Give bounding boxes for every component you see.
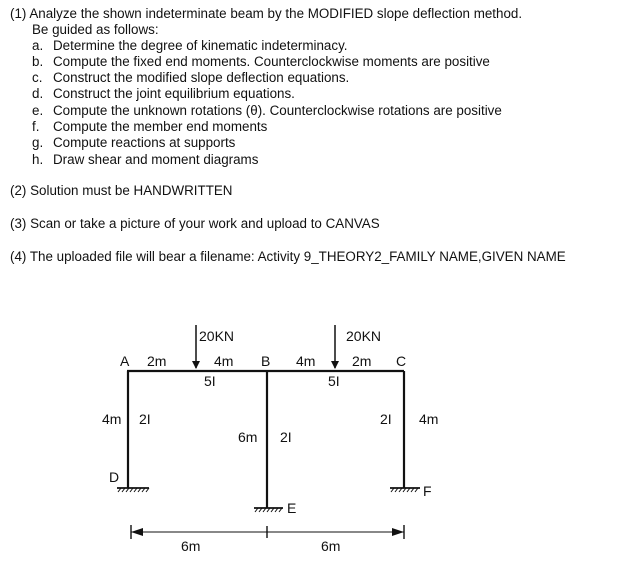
instruction-4: (4) The uploaded file will bear a filename: Activity 9_THEORY2_FAMILY NAME,GIVEN NAME [10, 249, 566, 264]
step-marker: d. [32, 86, 44, 101]
joint-a-label: A [120, 353, 130, 369]
step-marker: a. [32, 38, 44, 53]
step-text: Determine the degree of kinematic indeterminacy. [53, 38, 348, 53]
seg-load1-b-label: 4m [214, 353, 234, 369]
instruction-1: (1) Analyze the shown indeterminate beam by the MODIFIED slope deflection method. [10, 6, 523, 21]
load-label-2: 20KN [346, 328, 382, 344]
instruction-3: (3) Scan or take a picture of your work and upload to CANVAS [10, 216, 380, 231]
fixed-support-d [117, 488, 149, 492]
col-ad-stiffness: 2I [139, 411, 151, 427]
fixed-support-e [254, 508, 283, 512]
dimension-line [131, 525, 404, 539]
support-d-label: D [109, 469, 120, 485]
step-marker: e. [32, 103, 44, 118]
dim-right-label: 6m [321, 538, 341, 554]
beam-bc-stiffness: 5I [328, 373, 340, 389]
seg-load2-c-label: 2m [352, 353, 372, 369]
step-marker: g. [32, 135, 44, 150]
joint-b-label: B [261, 353, 271, 369]
beam-ab-stiffness: 5I [204, 373, 216, 389]
step-text: Construct the modified slope deflection equations. [53, 70, 350, 85]
dim-left-label: 6m [181, 538, 201, 554]
seg-b-load2-label: 4m [296, 353, 316, 369]
col-ad-length: 4m [102, 411, 122, 427]
col-be-stiffness: 2I [280, 429, 292, 445]
step-text: Compute the fixed end moments. Counterclockwise moments are positive [53, 54, 490, 69]
fixed-support-f [390, 488, 420, 492]
step-marker: h. [32, 152, 44, 167]
step-text: Construct the joint equilibrium equations. [53, 86, 295, 101]
col-cf-stiffness: 2I [380, 411, 392, 427]
support-f-label: F [423, 483, 432, 499]
support-e-label: E [287, 500, 297, 516]
step-marker: b. [32, 54, 44, 69]
col-cf-length: 4m [419, 411, 439, 427]
step-text: Compute reactions at supports [53, 135, 236, 150]
step-marker: c. [32, 70, 43, 85]
step-text: Compute the unknown rotations (θ). Counterclockwise rotations are positive [53, 103, 502, 118]
step-text: Compute the member end moments [53, 119, 268, 134]
joint-c-label: C [396, 353, 407, 369]
load-label-1: 20KN [199, 328, 235, 344]
step-text: Draw shear and moment diagrams [53, 152, 259, 167]
col-be-length: 6m [238, 429, 258, 445]
instruction-2: (2) Solution must be HANDWRITTEN [10, 183, 233, 198]
seg-a-load1-label: 2m [147, 353, 167, 369]
guide-text: Be guided as follows: [32, 22, 159, 37]
step-marker: f. [32, 119, 40, 134]
